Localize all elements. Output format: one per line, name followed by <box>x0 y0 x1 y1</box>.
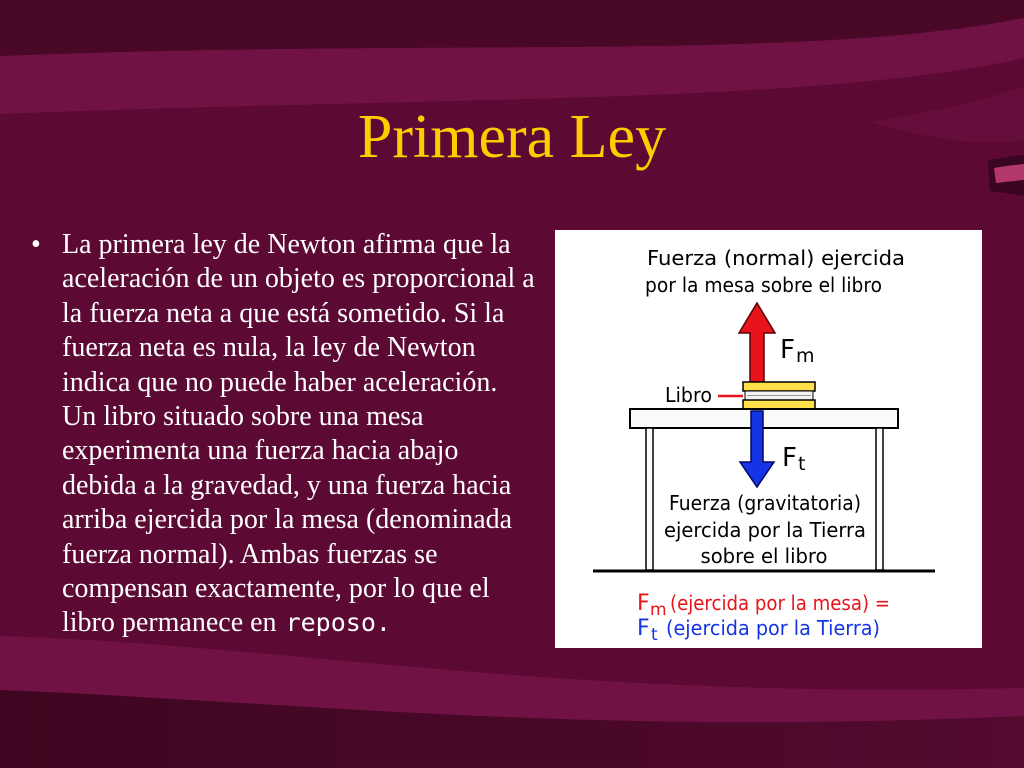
table-leg-right <box>876 428 883 570</box>
bullet-text-line: arriba ejercida por la mesa (denominada <box>62 504 513 536</box>
normal-force-symbol: F <box>780 335 795 365</box>
bullet-text-last-line <box>62 606 547 640</box>
bullet-text-line: aceleración de un objeto es proporcional a <box>62 263 535 295</box>
bullet-text-line: fuerza neta es nula, la ley de Newton <box>62 332 476 364</box>
gravity-force-symbol: F <box>782 443 797 473</box>
normal-force-caption-line: por la mesa sobre el libro <box>645 273 882 297</box>
bullet-text <box>62 228 547 641</box>
bullet-text-line: La primera ley de Newton afirma que la <box>62 229 511 260</box>
normal-force-caption-line: Fuerza (normal) ejercida <box>647 246 905 270</box>
equation-right-subscript: t <box>651 625 658 645</box>
normal-force-subscript: m <box>796 345 815 367</box>
bullet-text-line: debida a la gravedad, y una fuerza hacia <box>62 469 512 501</box>
bullet-text-line: experimenta una fuerza hacia abajo <box>62 435 459 467</box>
equation-right-text: (ejercida por la Tierra) <box>666 616 880 640</box>
equation-left-text: (ejercida por la mesa) = <box>670 591 890 615</box>
force-diagram-canvas <box>555 230 982 648</box>
gravity-force-subscript: t <box>798 453 806 475</box>
equation-left-subscript: m <box>650 600 667 620</box>
book-label: Libro <box>665 383 712 407</box>
bullet-text-line: compensan exactamente, por lo que el <box>62 572 490 604</box>
gravity-force-caption-line: sobre el libro <box>700 544 828 568</box>
equation-right-symbol: F <box>637 616 650 641</box>
book-top-cover <box>743 382 815 391</box>
bullet-text-line: la fuerza neta a que está sometido. Si la <box>62 297 505 329</box>
equation-left-symbol: F <box>637 591 650 616</box>
bullet-text-line: fuerza normal). Ambas fuerzas se <box>62 538 438 570</box>
gravity-force-caption-line: Fuerza (gravitatoria) <box>669 491 861 515</box>
slide-title: Primera Ley <box>357 103 667 171</box>
bullet-text-line: indica que no puede haber aceleración. <box>62 366 498 398</box>
bullet-text-line-end: libro permanece en <box>62 607 277 639</box>
book <box>743 382 815 409</box>
gravity-force-caption-line: ejercida por la Tierra <box>664 518 866 542</box>
table-top <box>630 409 898 428</box>
normal-force-arrow <box>739 303 775 382</box>
emphasized-word: reposo. <box>285 608 391 638</box>
book-bottom-cover <box>743 400 815 409</box>
bullet-marker: • <box>31 229 41 260</box>
table-leg-left <box>646 428 653 570</box>
force-diagram <box>555 230 982 648</box>
bullet-text-line: Un libro situado sobre una mesa <box>62 400 424 432</box>
